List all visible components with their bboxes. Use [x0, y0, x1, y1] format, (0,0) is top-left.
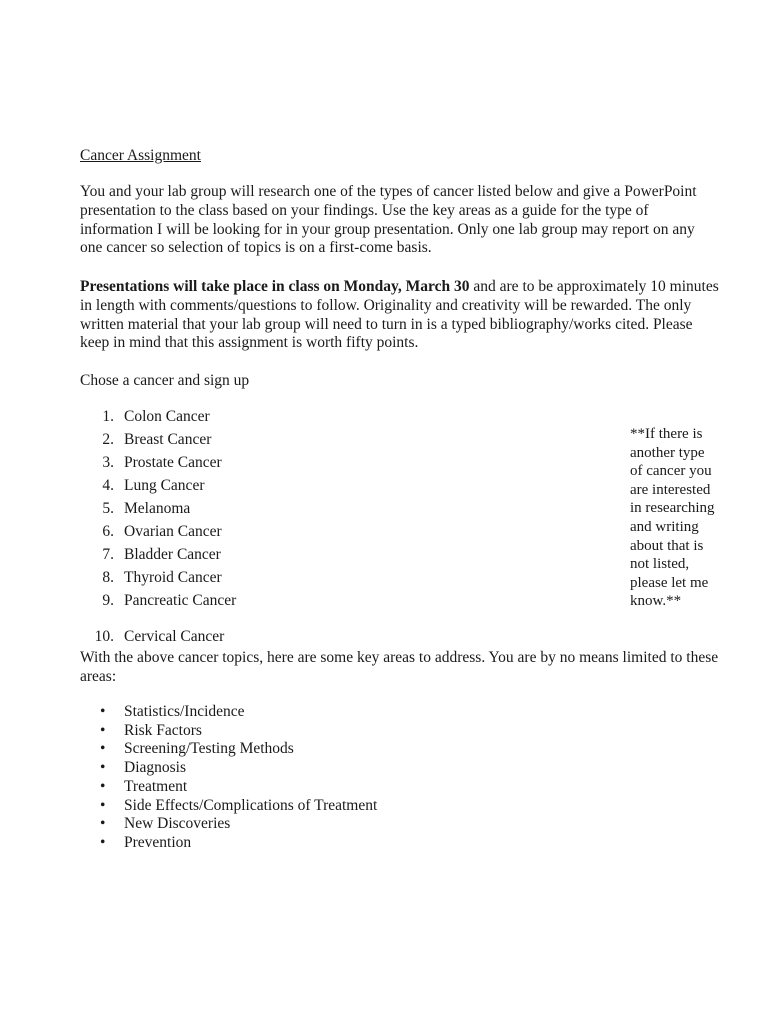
presentation-details: and are to be approximately 10 minutes in length with comments/questions to follow. Originality and creativity will be rewarded. The only written material that your lab group will need to turn in is a typed bibliography/works cited. Please keep in mind that this assignment is worth fifty points. [80, 278, 719, 352]
list-item-label: Melanoma [124, 500, 191, 517]
list-item [80, 522, 222, 541]
list-item-number: 9. [102, 592, 114, 609]
bullet-icon: • [100, 721, 106, 739]
bullet-icon: • [100, 759, 106, 777]
list-item-label: Screening/Testing Methods [124, 740, 294, 758]
list-item-label: Ovarian Cancer [124, 523, 222, 540]
list-item [80, 430, 211, 449]
list-item [80, 815, 377, 834]
list-item-number: 5. [102, 500, 114, 517]
list-item [80, 759, 377, 778]
list-item [80, 778, 377, 797]
list-item-number: 3. [102, 454, 114, 471]
list-item-label: Risk Factors [124, 721, 202, 739]
presentation-paragraph [80, 278, 720, 353]
list-item [80, 476, 204, 495]
list-item-number: 1. [102, 408, 114, 425]
list-item-label: Side Effects/Complications of Treatment [124, 796, 378, 814]
side-note: **If there is another type of cancer you are interested in researching and writing about that is not listed, please let me know.** [630, 426, 715, 610]
bullet-icon: • [100, 815, 106, 833]
list-item-number: 8. [102, 569, 114, 586]
bullet-icon: • [100, 703, 106, 720]
list-item-label: Diagnosis [124, 759, 186, 777]
list-item [80, 703, 377, 722]
list-item-label: Statistics/Incidence [124, 703, 245, 720]
list-item [80, 722, 377, 741]
list-item-label: Treatment [124, 777, 188, 795]
list-item [80, 407, 210, 426]
signup-prompt: Chose a cancer and sign up [80, 372, 250, 389]
list-item-label: Colon Cancer [124, 408, 210, 425]
list-item-label: Prevention [124, 833, 192, 851]
list-item-number: 2. [102, 431, 114, 448]
bullet-icon: • [100, 833, 106, 851]
key-areas-list [80, 703, 377, 853]
list-item [80, 627, 224, 646]
presentation-date: Presentations will take place in class on Monday, March 30 [80, 278, 470, 295]
key-areas-intro: With the above cancer topics, here are some key areas to address. You are by no means limited to these areas: [80, 649, 719, 685]
list-item-number: 10. [94, 628, 114, 645]
list-item [80, 834, 377, 853]
list-item-label: Breast Cancer [124, 431, 212, 448]
list-item [80, 740, 377, 759]
bullet-icon: • [100, 740, 106, 758]
intro-paragraph: You and your lab group will research one of the types of cancer listed below and give a PowerPoint presentation to the class based on your findings. Use the key areas as a guide for the type of information I will be looking for in your group presentation. Only one lab group may report on any one cancer so selection of topics is on a first-come basis. [80, 183, 697, 257]
list-item [80, 453, 222, 472]
list-item [80, 797, 377, 816]
list-item-number: 4. [102, 477, 114, 494]
document-title: Cancer Assignment [80, 147, 201, 164]
list-item-label: Thyroid Cancer [124, 569, 222, 586]
list-item-label: Lung Cancer [124, 477, 205, 494]
list-item [80, 591, 236, 610]
list-item [80, 545, 221, 564]
list-item-number: 6. [102, 523, 114, 540]
bullet-icon: • [100, 777, 106, 795]
list-item [80, 499, 190, 518]
list-item-label: Pancreatic Cancer [124, 592, 237, 609]
list-item-label: Bladder Cancer [124, 546, 221, 563]
bullet-icon: • [100, 796, 106, 814]
list-item-number: 7. [102, 546, 114, 563]
list-item-label: Cervical Cancer [124, 628, 225, 645]
list-item [80, 568, 222, 587]
list-item-label: Prostate Cancer [124, 454, 222, 471]
list-item-label: New Discoveries [124, 815, 231, 833]
